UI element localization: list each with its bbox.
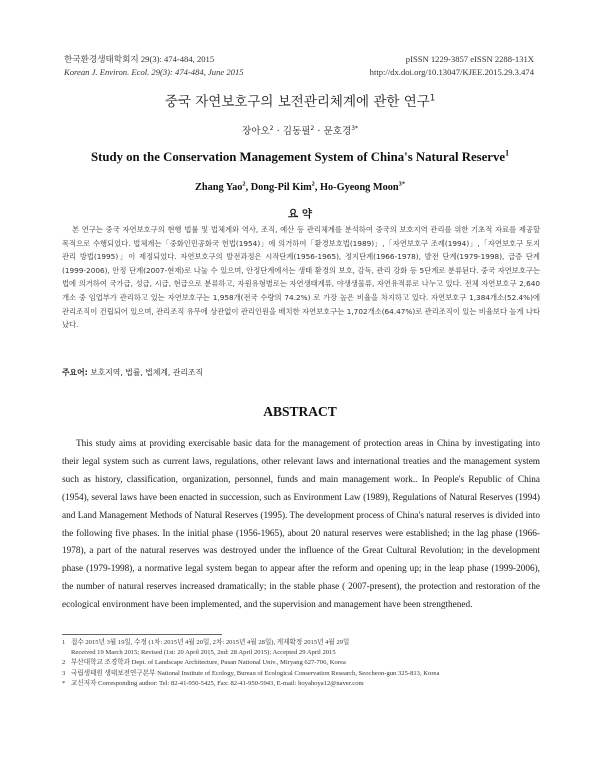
- issn: pISSN 1229-3857 eISSN 2288-131X: [405, 54, 534, 64]
- footnote-mark: 1: [62, 639, 66, 646]
- footnote-line: 부산대학교 조경학과 Dept. of Landscape Architecture, Pusan National Univ., Miryang 627-706, Korea: [71, 659, 346, 667]
- footnote-1: [62, 638, 542, 658]
- author-separator-en: ,: [245, 182, 251, 193]
- journal-citation-en: Korean J. Environ. Ecol. 29(3): 474-484, June 2015: [64, 67, 244, 77]
- abstract-english-heading: ABSTRACT: [263, 404, 337, 419]
- author-kr-3: 문호경: [323, 126, 352, 137]
- footnote-corresponding: [62, 679, 542, 689]
- title-english: [0, 150, 600, 165]
- doi-link[interactable]: http://dx.doi.org/10.13047/KJEE.2015.29.3.474: [369, 67, 534, 77]
- title-korean: [0, 90, 600, 110]
- author-en-2-affil: 2: [311, 180, 315, 188]
- author-separator: ·: [314, 126, 324, 137]
- authors-english: [0, 182, 600, 193]
- footnote-mark: 3: [62, 669, 66, 677]
- footnote-line: 국립생태원 생태보전연구본부 National Institute of Ecology, Bureau of Ecological Conservation Research, Seocheon-gun 325-813, Korea: [71, 669, 440, 677]
- author-en-1-affil: 2: [242, 180, 246, 188]
- journal-citation-kr: 한국환경생태학회지 29(3): 474-484, 2015: [64, 54, 215, 64]
- author-en-1: Zhang Yao: [194, 182, 243, 193]
- author-en-3: Ho-Gyeong Moon: [319, 182, 399, 193]
- title-korean-footnote-mark: 1: [429, 92, 436, 103]
- author-kr-2-affil: 2: [310, 124, 315, 132]
- abstract-english-body: This study aims at providing exercisable basic data for the management of protection areas in China by investigating into their legal system such as current laws, regulations, other relevant laws and international treaties and the management system such as history, classification, organization, personnel, funds and main management work.. In People's Republic of China (1954), several laws have been enacted in succession, such as Environment Law (1989), Regulations of Natural Reserves (1994) and Land Management Methods of Natural Reserves (1995). The development process of China's natural reserves is divided into the following five phases. In the initial phase (1956-1965), about 20 natural reserves were established; in the lag phase (1966-1978), a part of the natural reserves was destroyed under the influence of the Great Cultural Revolution; in the development phase (1979-1998), a normative legal system began to appear after the reform and opening up; in the leap phase (1999-2006), the number of natural reserves increased dramatically; in the stable phase ( 2007-present), the protection and restoration of the ecological environment have been implemented, and the supervision and management have been strengthened.: [62, 439, 540, 611]
- author-en-3-affil: 3*: [398, 180, 406, 188]
- author-separator: ·: [273, 126, 283, 137]
- authors-korean: [0, 123, 600, 137]
- footnotes: [62, 634, 542, 689]
- footnote-2: [62, 658, 542, 668]
- abstract-korean-body: 본 연구는 중국 자연보호구의 현행 법률 및 법체계와 역사, 조직, 예산 등 관리체계를 분석하여 중국의 보호지역 관리를 위한 기초적 자료를 제공할 목적으로 수행되었다. 법체계는「중화인민공화국 헌법(1954)」에 의거하여「환경보호법(1989)」,「자연보호구 조례(1994)」,「자연보호구 토지 관리 방법(1995)」이 제정되었다. 자연보호구의 발전과정은 시작단계(1956-1965), 정지단계(1966-1978), 발전 단계(1979-1998), 급증 단계(1999-2006), 안정 단계(2007-현재)로 나눌 수 있으며, 안정단계에서는 생태 환경의 보호, 감독, 관리 강화 등 5단계로 분류된다. 중국 자연보호구는 법에 의거하여 국가급, 성급, 시급, 현급으로 분류하고, 자원유형별로는 자연생태계류, 야생생물류, 자연유적류로 나누고 있다. 전체 자연보호구 2,640개소 중 임업부가 관리하고 있는 자연보호구는 1,958개(전국 수량의 74.2%) 로 가장 높은 비율을 차지하고 있다. 자연보호구 1,384개소(52.4%)에 관리조직이 건립되어 있으며, 관리조직 유무에 상관없이 관리인원을 배치한 자연보호구는 1,702개소(64.47%)로 관리조직이 있는 비율보다 높게 나타났다.: [62, 225, 540, 330]
- title-korean-text: 중국 자연보호구의 보전관리체계에 관한 연구: [164, 94, 430, 110]
- keywords-label: 주요어:: [62, 368, 88, 377]
- journal-identifiers: [370, 53, 534, 79]
- footnote-mark: 2: [62, 659, 66, 667]
- author-kr-2: 김동필: [282, 126, 311, 137]
- title-english-text: Study on the Conservation Management System of China's Natural Reserve: [90, 150, 506, 164]
- footnote-line: 교신저자 Corresponding author: Tel: 82-41-950-5425, Fax: 82-41-950-5943, E-mail: hoyahoya12@naver.com: [71, 679, 364, 687]
- title-english-footnote-mark: 1: [505, 148, 510, 158]
- journal-citation: [64, 53, 244, 79]
- footnote-mark: *: [62, 679, 66, 687]
- keywords-list: 보호지역, 법률, 법체계, 관리조직: [90, 368, 203, 377]
- footnote-line: 접수 2015년 3월 19일, 수정 (1차: 2015년 4월 20일, 2차: 2015년 4월 28일), 게재확정 2015년 4월 29일: [71, 639, 350, 646]
- author-separator-en: ,: [314, 182, 320, 193]
- author-kr-3-affil: 3*: [351, 124, 359, 132]
- author-en-2: Dong-Pil Kim: [250, 182, 312, 193]
- abstract-korean-heading: 요 약: [288, 208, 312, 220]
- footnote-line: Received 19 March 2015; Revised (1st: 20 April 2015, 2nd: 28 April 2015); Accepted 29 April 2015: [71, 649, 336, 657]
- author-kr-1: 장아오: [241, 126, 270, 137]
- author-kr-1-affil: 2: [269, 124, 274, 132]
- footnote-3: [62, 669, 542, 679]
- keywords: [62, 367, 540, 378]
- footnote-rule: [62, 634, 222, 635]
